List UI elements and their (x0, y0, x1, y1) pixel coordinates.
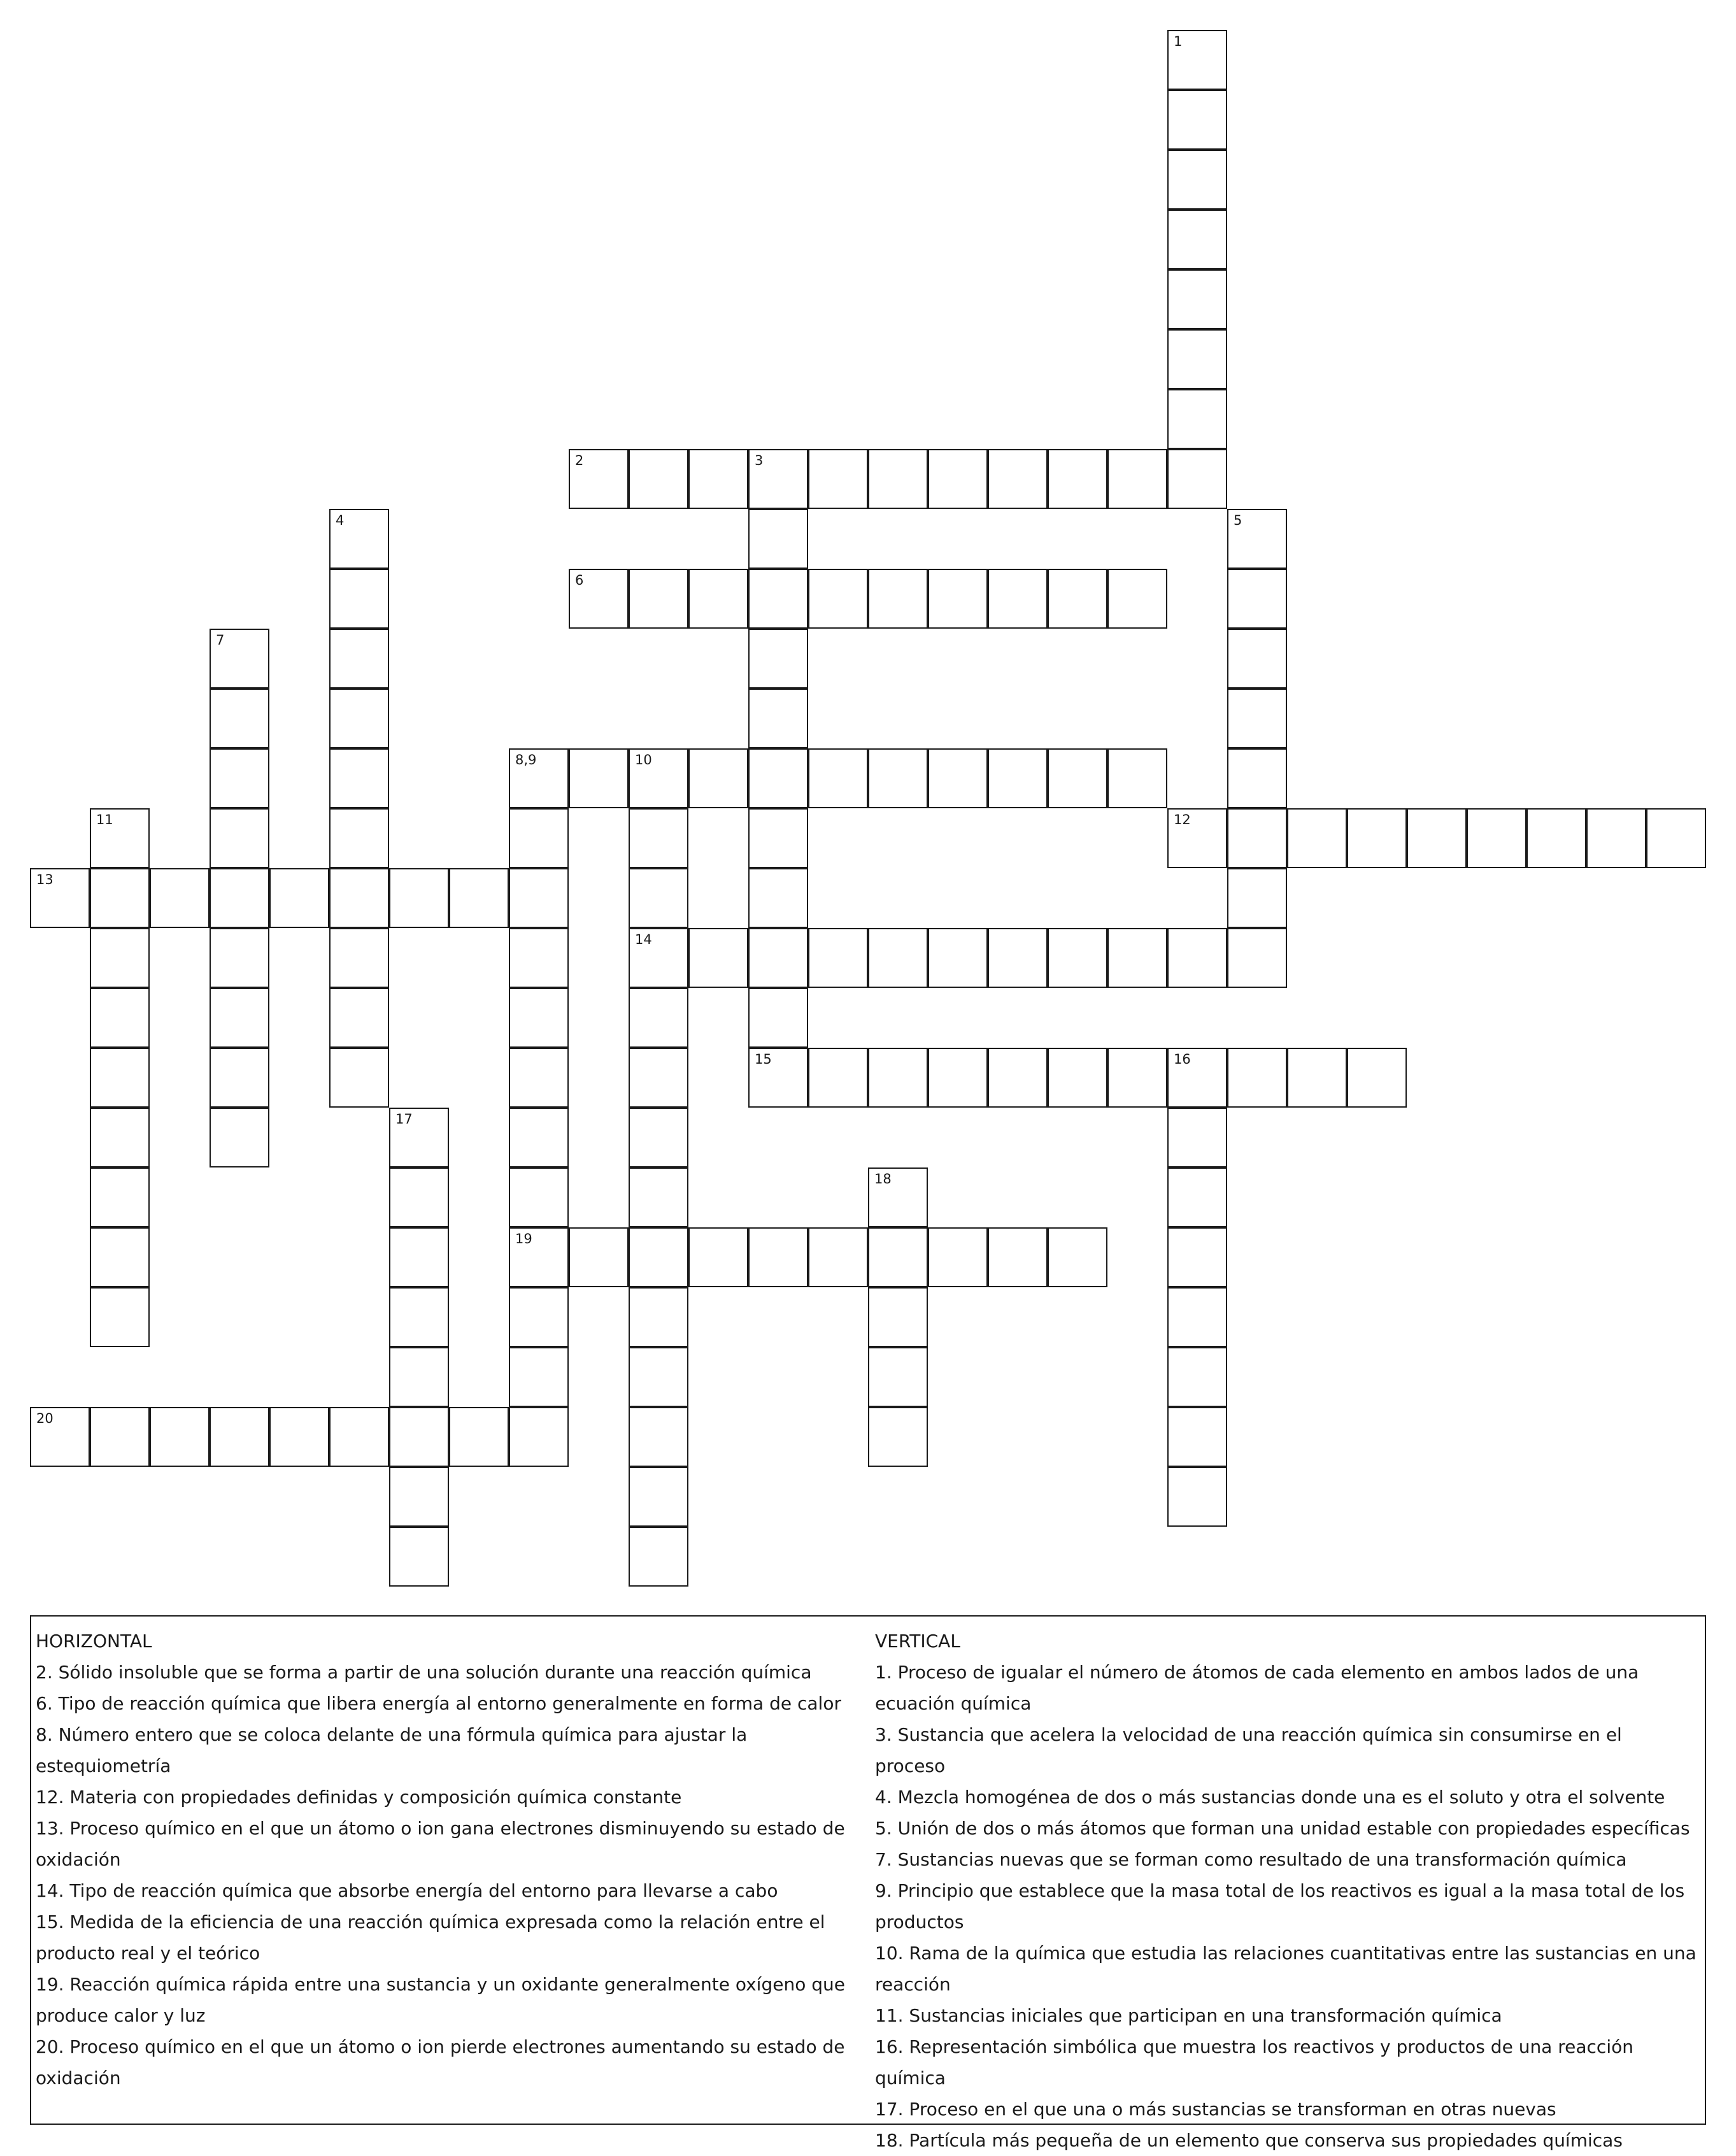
crossword-cell[interactable] (748, 988, 808, 1048)
crossword-cell[interactable] (629, 1407, 688, 1467)
cell-number: 13 (36, 872, 53, 887)
crossword-cell[interactable] (629, 1527, 688, 1587)
crossword-cell[interactable] (509, 1227, 569, 1287)
crossword-cell[interactable] (90, 1108, 150, 1167)
crossword-cell[interactable] (210, 1407, 269, 1467)
crossword-cell[interactable] (329, 928, 389, 988)
crossword-cell[interactable] (988, 1048, 1048, 1108)
crossword-cell[interactable] (868, 1167, 928, 1227)
clue-vertical-5: 5. Unión de dos o más átomos que forman una unidad estable con propiedades específicas (875, 1818, 1690, 1839)
crossword-cell[interactable] (1107, 748, 1167, 808)
crossword-cell[interactable] (1227, 748, 1287, 808)
crossword-cell[interactable] (1227, 509, 1287, 569)
crossword-cell[interactable] (688, 748, 748, 808)
crossword-cell[interactable] (868, 1407, 928, 1467)
crossword-cell[interactable] (329, 868, 389, 928)
crossword-cell[interactable] (90, 1048, 150, 1108)
crossword-cell[interactable] (868, 449, 928, 509)
crossword-cell[interactable] (629, 988, 688, 1048)
cell-number: 15 (755, 1052, 772, 1067)
crossword-cell[interactable] (748, 748, 808, 808)
vertical-clues (875, 1625, 1697, 2156)
crossword-cell[interactable] (629, 1287, 688, 1347)
crossword-cell[interactable] (748, 509, 808, 569)
crossword-cell[interactable] (210, 808, 269, 868)
crossword-cell[interactable] (1048, 1227, 1107, 1287)
crossword-cell[interactable] (509, 1167, 569, 1227)
crossword-cell[interactable] (1227, 629, 1287, 689)
clue-horizontal-14: 14. Tipo de reacción química que absorbe energía del entorno para llevarse a cabo (36, 1880, 778, 1901)
crossword-cell[interactable] (449, 868, 509, 928)
crossword-cell[interactable] (150, 868, 210, 928)
clue-horizontal-8: 8. Número entero que se coloca delante de una fórmula química para ajustar la estequiometría (36, 1724, 748, 1776)
crossword-cell[interactable] (1167, 1467, 1227, 1527)
crossword-cell[interactable] (389, 1347, 449, 1407)
clue-horizontal-15: 15. Medida de la eficiencia de una reacción química expresada como la relación entre el producto real y el teórico (36, 1911, 825, 1964)
crossword-cell[interactable] (449, 1407, 509, 1467)
crossword-cell[interactable] (928, 449, 988, 509)
crossword-cell[interactable] (868, 748, 928, 808)
crossword-cell[interactable] (1167, 808, 1227, 868)
crossword-cell[interactable] (868, 569, 928, 629)
crossword-cell[interactable] (748, 569, 808, 629)
cell-number: 17 (395, 1111, 413, 1127)
crossword-cell[interactable] (748, 868, 808, 928)
crossword-cell[interactable] (1167, 1407, 1227, 1467)
cell-number: 3 (755, 453, 764, 468)
crossword-cell[interactable] (90, 808, 150, 868)
crossword-cell[interactable] (1227, 808, 1287, 868)
crossword-cell[interactable] (748, 808, 808, 868)
crossword-cell[interactable] (210, 928, 269, 988)
clue-horizontal-12: 12. Materia con propiedades definidas y composición química constante (36, 1787, 682, 1808)
cell-number: 19 (515, 1231, 532, 1246)
crossword-cell[interactable] (509, 808, 569, 868)
crossword-cell[interactable] (1107, 928, 1167, 988)
crossword-cell[interactable] (509, 1287, 569, 1347)
crossword-cell[interactable] (1227, 689, 1287, 748)
cell-number: 16 (1174, 1052, 1191, 1067)
clue-horizontal-13: 13. Proceso químico en el que un átomo o ion gana electrones disminuyendo su estado de oxidación (36, 1818, 845, 1870)
crossword-cell[interactable] (389, 1467, 449, 1527)
crossword-cell[interactable] (1048, 569, 1107, 629)
crossword-cell[interactable] (329, 689, 389, 748)
crossword-cell[interactable] (1167, 1108, 1227, 1167)
crossword-cell[interactable] (210, 748, 269, 808)
cell-number: 2 (575, 453, 584, 468)
crossword-cell[interactable] (30, 1407, 90, 1467)
cell-number: 6 (575, 573, 584, 588)
crossword-cell[interactable] (748, 629, 808, 689)
crossword-cell[interactable] (629, 1227, 688, 1287)
cell-number: 12 (1174, 812, 1191, 827)
crossword-cell[interactable] (1167, 1048, 1227, 1108)
clue-vertical-3: 3. Sustancia que acelera la velocidad de una reacción química sin consumirse en el proceso (875, 1724, 1622, 1776)
clue-vertical-4: 4. Mezcla homogénea de dos o más sustancias donde una es el soluto y otra el solvente (875, 1787, 1665, 1808)
clue-horizontal-20: 20. Proceso químico en el que un átomo o ion pierde electrones aumentando su estado de oxidación (36, 2036, 845, 2088)
crossword-cell[interactable] (90, 1167, 150, 1227)
crossword-cell[interactable] (748, 1048, 808, 1108)
crossword-cell[interactable] (1287, 808, 1347, 868)
clue-vertical-16: 16. Representación simbólica que muestra los reactivos y productos de una reacción química (875, 2036, 1633, 2088)
horizontal-clues (36, 1625, 864, 2094)
crossword-cell[interactable] (1407, 808, 1467, 868)
crossword-cell[interactable] (389, 1527, 449, 1587)
crossword-cell[interactable] (808, 1227, 868, 1287)
crossword-cell[interactable] (808, 1048, 868, 1108)
crossword-cell[interactable] (509, 1048, 569, 1108)
crossword-cell[interactable] (1048, 748, 1107, 808)
crossword-cell[interactable] (1167, 329, 1227, 389)
crossword-cell[interactable] (748, 928, 808, 988)
crossword-cell[interactable] (509, 988, 569, 1048)
crossword-cell[interactable] (1287, 1048, 1347, 1108)
crossword-cell[interactable] (688, 928, 748, 988)
crossword-cell[interactable] (808, 928, 868, 988)
crossword-cell[interactable] (629, 748, 688, 808)
crossword-cell[interactable] (269, 1407, 329, 1467)
crossword-cell[interactable] (808, 569, 868, 629)
crossword-cell[interactable] (988, 449, 1048, 509)
crossword-cell[interactable] (389, 1227, 449, 1287)
crossword-cell[interactable] (1167, 449, 1227, 509)
crossword-cell[interactable] (1167, 90, 1227, 150)
cell-number: 7 (216, 632, 225, 648)
crossword-cell[interactable] (329, 629, 389, 689)
crossword-cell[interactable] (1167, 30, 1227, 90)
crossword-cell[interactable] (1167, 389, 1227, 449)
crossword-cell[interactable] (509, 748, 569, 808)
crossword-cell[interactable] (569, 569, 629, 629)
crossword-cell[interactable] (389, 1167, 449, 1227)
crossword-cell[interactable] (509, 1108, 569, 1167)
crossword-cell[interactable] (748, 689, 808, 748)
crossword-cell[interactable] (688, 449, 748, 509)
crossword-cell[interactable] (1167, 928, 1227, 988)
crossword-cell[interactable] (748, 449, 808, 509)
crossword-cell[interactable] (1227, 1048, 1287, 1108)
crossword-cell[interactable] (988, 748, 1048, 808)
crossword-cell[interactable] (928, 1048, 988, 1108)
horizontal-header: HORIZONTAL (36, 1631, 152, 1652)
crossword-cell[interactable] (1347, 808, 1407, 868)
crossword-cell[interactable] (1167, 150, 1227, 210)
clue-vertical-1: 1. Proceso de igualar el número de átomos de cada elemento en ambos lados de una ecuación química (875, 1662, 1639, 1714)
crossword-cell[interactable] (629, 569, 688, 629)
crossword-cell[interactable] (210, 988, 269, 1048)
crossword-cell[interactable] (748, 1227, 808, 1287)
crossword-cell[interactable] (509, 928, 569, 988)
crossword-cell[interactable] (329, 509, 389, 569)
crossword-cell[interactable] (988, 1227, 1048, 1287)
clue-vertical-17: 17. Proceso en el que una o más sustancias se transforman en otras nuevas (875, 2099, 1556, 2120)
crossword-cell[interactable] (30, 868, 90, 928)
crossword-cell[interactable] (509, 1407, 569, 1467)
crossword-cell[interactable] (1227, 868, 1287, 928)
cell-number: 20 (36, 1411, 53, 1426)
cell-number: 10 (635, 752, 652, 767)
clue-vertical-10: 10. Rama de la química que estudia las relaciones cuantitativas entre las sustancias en una reacción (875, 1943, 1697, 1995)
crossword-cell[interactable] (329, 808, 389, 868)
crossword-cell[interactable] (1107, 1048, 1167, 1108)
cell-number: 14 (635, 932, 652, 947)
crossword-cell[interactable] (629, 1347, 688, 1407)
crossword-cell[interactable] (629, 449, 688, 509)
vertical-header: VERTICAL (875, 1631, 960, 1652)
clue-vertical-18: 18. Partícula más pequeña de un elemento que conserva sus propiedades químicas (875, 2130, 1623, 2151)
crossword-cell[interactable] (1048, 1048, 1107, 1108)
crossword-cell[interactable] (90, 1407, 150, 1467)
crossword-cell[interactable] (569, 449, 629, 509)
crossword-cell[interactable] (1048, 928, 1107, 988)
crossword-cell[interactable] (389, 1407, 449, 1467)
crossword-cell[interactable] (808, 449, 868, 509)
crossword-cell[interactable] (90, 868, 150, 928)
crossword-cell[interactable] (629, 928, 688, 988)
cell-number: 5 (1234, 513, 1242, 528)
crossword-cell[interactable] (90, 988, 150, 1048)
cell-number: 1 (1174, 34, 1183, 49)
crossword-cell[interactable] (1167, 210, 1227, 269)
crossword-cell[interactable] (210, 689, 269, 748)
crossword-cell[interactable] (629, 1048, 688, 1108)
crossword-cell[interactable] (808, 748, 868, 808)
crossword-cell[interactable] (210, 1108, 269, 1167)
crossword-cell[interactable] (629, 808, 688, 868)
crossword-cell[interactable] (1107, 449, 1167, 509)
crossword-cell[interactable] (90, 1227, 150, 1287)
crossword-cell[interactable] (1227, 928, 1287, 988)
crossword-cell[interactable] (329, 569, 389, 629)
crossword-cell[interactable] (629, 868, 688, 928)
crossword-cell[interactable] (1586, 808, 1646, 868)
crossword-cell[interactable] (1646, 808, 1706, 868)
crossword-cell[interactable] (150, 1407, 210, 1467)
crossword-cell[interactable] (329, 988, 389, 1048)
crossword-cell[interactable] (988, 569, 1048, 629)
crossword-cell[interactable] (329, 748, 389, 808)
crossword-cell[interactable] (1048, 449, 1107, 509)
cell-number: 11 (96, 812, 113, 827)
crossword-cell[interactable] (389, 1108, 449, 1167)
crossword-cell[interactable] (928, 748, 988, 808)
crossword-cell[interactable] (210, 1048, 269, 1108)
crossword-cell[interactable] (928, 928, 988, 988)
crossword-cell[interactable] (509, 1347, 569, 1407)
crossword-cell[interactable] (928, 569, 988, 629)
crossword-cell[interactable] (988, 928, 1048, 988)
crossword-cell[interactable] (1227, 569, 1287, 629)
crossword-cell[interactable] (389, 868, 449, 928)
crossword-cell[interactable] (1167, 1347, 1227, 1407)
clue-vertical-9: 9. Principio que establece que la masa total de los reactivos es igual a la masa total de los productos (875, 1880, 1685, 1932)
crossword-cell[interactable] (269, 868, 329, 928)
clue-horizontal-2: 2. Sólido insoluble que se forma a partir de una solución durante una reacción química (36, 1662, 812, 1683)
crossword-cell[interactable] (509, 868, 569, 928)
cell-number: 4 (336, 513, 345, 528)
crossword-cell[interactable] (1167, 1287, 1227, 1347)
crossword-cell[interactable] (629, 1467, 688, 1527)
crossword-cell[interactable] (1347, 1048, 1407, 1108)
crossword-cell[interactable] (868, 1048, 928, 1108)
crossword-cell[interactable] (210, 629, 269, 689)
clue-panel (30, 1615, 1706, 2151)
clue-horizontal-6: 6. Tipo de reacción química que libera energía al entorno generalmente en forma de calor (36, 1693, 841, 1714)
crossword-cell[interactable] (1167, 269, 1227, 329)
crossword-cell[interactable] (629, 1108, 688, 1167)
crossword-cell[interactable] (329, 1048, 389, 1108)
crossword-cell[interactable] (868, 1347, 928, 1407)
crossword-cell[interactable] (90, 1287, 150, 1347)
crossword-cell[interactable] (1167, 1227, 1227, 1287)
crossword-cell[interactable] (1107, 569, 1167, 629)
crossword-cell[interactable] (868, 1227, 928, 1287)
cell-number: 18 (874, 1171, 892, 1187)
crossword-cell[interactable] (928, 1227, 988, 1287)
clue-vertical-7: 7. Sustancias nuevas que se forman como resultado de una transformación química (875, 1849, 1627, 1870)
crossword-cell[interactable] (868, 928, 928, 988)
crossword-cell[interactable] (629, 1167, 688, 1227)
cell-number: 8,9 (515, 752, 537, 767)
crossword-cell[interactable] (329, 1407, 389, 1467)
crossword-cell[interactable] (1526, 808, 1586, 868)
crossword-cell[interactable] (688, 1227, 748, 1287)
crossword-cell[interactable] (569, 748, 629, 808)
crossword-cell[interactable] (90, 928, 150, 988)
crossword-cell[interactable] (1167, 1167, 1227, 1227)
crossword-cell[interactable] (1467, 808, 1526, 868)
clue-horizontal-19: 19. Reacción química rápida entre una sustancia y un oxidante generalmente oxígeno que produce calor y luz (36, 1974, 845, 2026)
clue-vertical-11: 11. Sustancias iniciales que participan en una transformación química (875, 2005, 1502, 2026)
crossword-cell[interactable] (569, 1227, 629, 1287)
crossword-cell[interactable] (868, 1287, 928, 1347)
crossword-cell[interactable] (688, 569, 748, 629)
crossword-cell[interactable] (210, 868, 269, 928)
crossword-cell[interactable] (389, 1287, 449, 1347)
